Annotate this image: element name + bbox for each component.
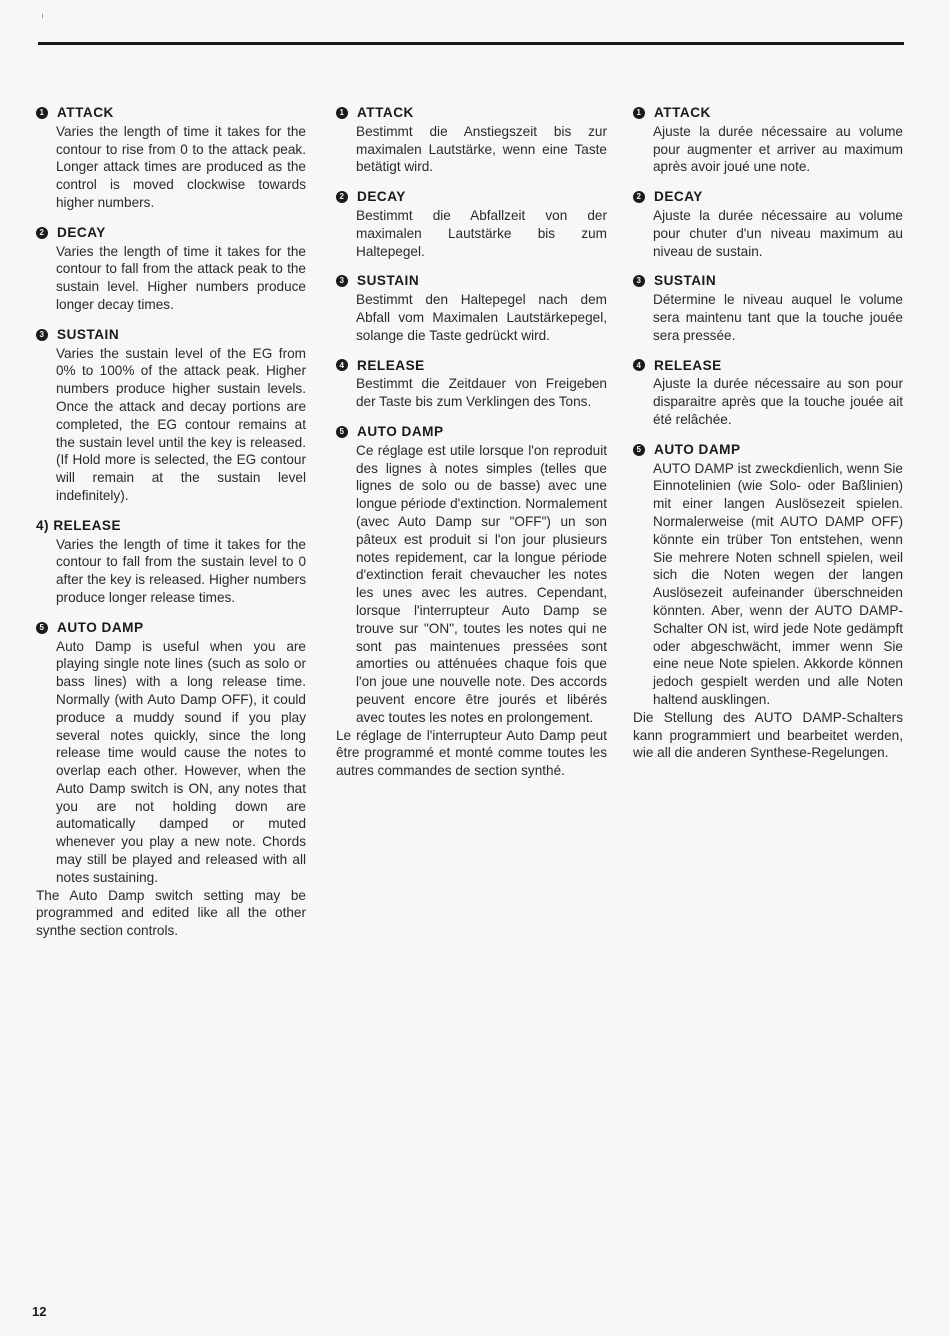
section-decay [336, 188, 607, 260]
number-badge: 4 [633, 359, 645, 371]
number-badge: 5 [36, 622, 48, 634]
section-text: Détermine le niveau auquel le volume sera maintenu tant que la touche jouée sera pressée. [653, 292, 903, 343]
number-badge: 1 [633, 107, 645, 119]
page-number: 12 [32, 1304, 47, 1319]
section-text: Varies the length of time it takes for the contour to fall from the attack peak to the sustain level. Higher numbers produce longer decay times. [56, 243, 306, 312]
section-title: DECAY [357, 189, 406, 205]
section-text: Ce réglage est utile lorsque l'on reproduit des lignes à notes simples (telles que lignes de solo ou de basse) avec une longue période d'extinction. Normalement (avec Auto Damp sur "OFF") un son pâteux est produit si l'on jour plusieurs notes repidement, car la longue période d'extinction ferait chevaucher les notes les unes avec les autres. Cependant, lorsque l'interrupteur Auto Damp se trouve sur "ON", toutes les notes qui ne sont pas maintenues pressées sont amorties ou atténuées chaque fois que l'on joue une nouvelle note. Des accords peuvent encore être jourés et libérés avec toutes les notes en prolongement. [356, 442, 607, 725]
section-release [36, 517, 306, 607]
section-title: AUTO DAMP [357, 423, 444, 439]
section-release [633, 357, 903, 429]
number-badge: 2 [36, 227, 48, 239]
section-decay [633, 188, 903, 260]
section-text: Ajuste la durée nécessaire au volume pour augmenter et arriver au maximum après avoir joué une note. [653, 123, 903, 175]
section-title: RELEASE [357, 357, 425, 373]
number-badge: 5 [336, 426, 348, 438]
number-badge: 2 [633, 191, 645, 203]
section-title: 4) RELEASE [36, 517, 122, 533]
number-badge: 1 [336, 107, 348, 119]
column-french [633, 104, 903, 774]
section-text: Bestimmt die Zeitdauer von Freigeben der Taste bis zum Verklingen des Tons. [356, 376, 607, 410]
section-text: AUTO DAMP ist zweckdienlich, wenn Sie Einnotelinien (wie Solo- oder Baßlinien) mit einer langen Auslösezeit spielen. Normalerweise (mit AUTO DAMP OFF) könnte ein trüber Ton entstehen, wenn Sie mehrere Noten schnell spielen, weil sich die Noten wegen der langen Auslösezeit aufeinander überschneiden könnten. Aber, wenn der AUTO DAMP-Schalter ON ist, wird jede Note gedämpft oder abgeschwächt, immer wenn Sie eine neue Note spielen. Akkorde können jedoch gespielt werden und alle Noten haltend ausklingen. [653, 460, 903, 707]
section-text: Ajuste la durée nécessaire au son pour disparaitre après que la touche jouée ait été relâchée. [653, 376, 903, 427]
section-auto-damp [36, 619, 306, 940]
header-rule [38, 42, 904, 45]
number-badge: 4 [336, 359, 348, 371]
section-release [336, 357, 607, 411]
section-sustain [633, 272, 903, 344]
section-sustain [336, 272, 607, 344]
number-badge: 5 [633, 444, 645, 456]
section-decay [36, 224, 306, 314]
section-text: Bestimmt die Abfallzeit von der maximalen Lautstärke bis zum Haltepegel. [356, 207, 607, 259]
number-badge: 3 [633, 275, 645, 287]
number-badge: 3 [36, 329, 48, 341]
section-text: Bestimmt die Anstiegszeit bis zur maximalen Lautstärke, wenn eine Taste betätigt wird. [356, 123, 607, 175]
section-text: Auto Damp is useful when you are playing single note lines (such as solo or bass lines) with a long release time. Normally (with Auto Damp OFF), it could produce a muddy sound if you play several notes quickly, since the long release time would cause the notes to overlap each other. However, when the Auto Damp switch is ON, any notes that you are not holding down are automatically damped or muted whenever you play a new note. Chords may still be played and released with all notes sustaining. [56, 638, 306, 885]
section-title: ATTACK [357, 105, 414, 120]
section-attack [336, 104, 607, 176]
section-title: SUSTAIN [654, 273, 717, 289]
section-attack [633, 104, 903, 176]
section-text: Varies the length of time it takes for the contour to rise from 0 to the attack peak. Longer attack times are produced as the control is moved clockwise towards higher numbers. [56, 123, 306, 210]
section-auto-damp-french [336, 423, 607, 780]
section-text: Bestimmt den Haltepegel nach dem Abfall vom Maximalen Lautstärkepegel, solange die Taste gedrückt wird. [356, 292, 607, 343]
section-title: AUTO DAMP [57, 619, 144, 635]
section-text: Varies the length of time it takes for the contour to fall from the sustain level to 0 after the key is released. Higher numbers produce longer release times. [56, 536, 306, 605]
number-badge: 1 [36, 107, 48, 119]
section-text-continued: Le réglage de l'interrupteur Auto Damp peut être programmé et monté comme toutes les autres commandes de section synthé. [336, 727, 607, 779]
section-auto-damp-german [633, 441, 903, 762]
column-german [336, 104, 607, 792]
section-text-continued: The Auto Damp switch setting may be programmed and edited like all the other synthe section controls. [36, 887, 306, 939]
section-sustain [36, 326, 306, 505]
section-title: DECAY [57, 224, 106, 240]
section-title: DECAY [654, 189, 703, 205]
section-title: SUSTAIN [357, 273, 420, 289]
number-badge: 2 [336, 191, 348, 203]
section-attack [36, 104, 306, 212]
section-text-continued: Die Stellung des AUTO DAMP-Schalters kann programmiert und bearbeitet werden, wie all die anderen Synthese-Regelungen. [633, 709, 903, 761]
section-text: Ajuste la durée nécessaire au volume pour chuter d'un niveau maximum au niveau de sustain. [653, 207, 903, 259]
section-title: ATTACK [57, 105, 114, 120]
section-title: ATTACK [654, 105, 711, 120]
scan-mark [42, 14, 43, 18]
section-text: Varies the sustain level of the EG from 0% to 100% of the attack peak. Higher numbers produce higher sustain levels. Once the attack and decay portions are completed, the EG contour remains at the sustain level until the key is released. (If Hold more is selected, the EG contour will remain at the sustain level indefinitely). [56, 345, 306, 503]
section-title: AUTO DAMP [654, 441, 741, 457]
section-title: RELEASE [654, 357, 722, 373]
number-badge: 3 [336, 275, 348, 287]
column-english [36, 104, 306, 952]
section-title: SUSTAIN [57, 326, 120, 342]
